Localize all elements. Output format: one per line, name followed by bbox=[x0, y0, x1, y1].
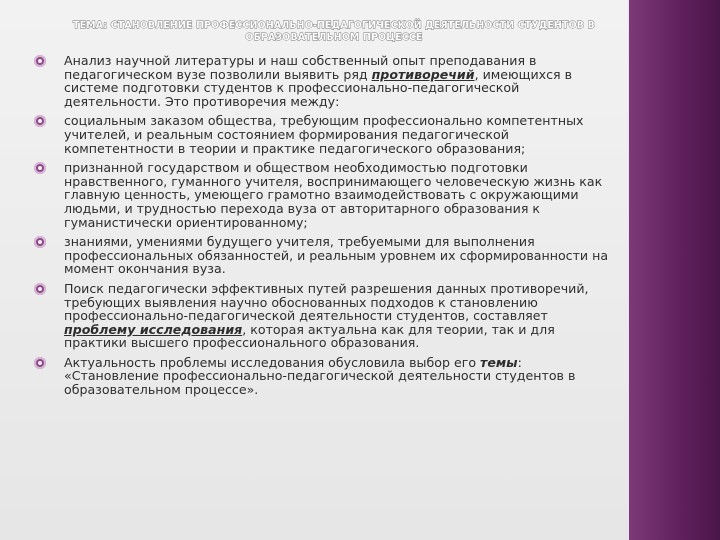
bullet-text-pre: признанной государством и обществом необходимостью подготовки нравственного, гуманного учителя, воспринимающего человеческую жизнь как главную ценность, умеющего грамотно взаимодействовать с окружающими людьми, и трудностью перехода вуза от авторитарного образования к гуманистически ориентированному; bbox=[64, 160, 603, 230]
bullet-item bbox=[34, 161, 619, 229]
bullet-item bbox=[34, 54, 619, 108]
bullet-emphasis: противоречий bbox=[371, 66, 475, 82]
circle-bullet-icon bbox=[34, 55, 46, 67]
bullet-text-post: : «Становление профессионально-педагогической деятельности студентов в образовательном процессе». bbox=[64, 354, 576, 398]
bullet-text-pre: Поиск педагогически эффективных путей разрешения данных противоречий, требующих выявления научно обоснованных подходов к становлению профессионально-педагогической деятельности студентов, составляет bbox=[64, 280, 589, 324]
bullet-text-pre: Анализ научной литературы и наш собственный опыт преподавания в педагогическом вузе позволили выявить ряд bbox=[64, 53, 537, 82]
circle-bullet-icon bbox=[34, 162, 46, 174]
bullet-item bbox=[34, 282, 619, 350]
circle-bullet-icon bbox=[34, 236, 46, 248]
bullet-text-pre: знаниями, умениями будущего учителя, требуемыми для выполнения профессиональных обязанностей, и реальным уровнем их сформированности на момент окончания вуза. bbox=[64, 234, 609, 277]
bullet-text-post: , которая актуальна как для теории, так и для практики высшего профессионального образования. bbox=[64, 321, 555, 351]
bullet-text-post: , имеющихся в системе подготовки студентов к профессионально-педагогической деятельности. Это противоречия между: bbox=[64, 66, 573, 109]
bullet-text-pre: социальным заказом общества, требующим профессионально компетентных учителей, и реальным состоянием формирования педагогической компетентности в теории и практике педагогического образования; bbox=[64, 113, 584, 156]
decorative-divider-line bbox=[628, 0, 629, 540]
circle-bullet-icon bbox=[34, 115, 46, 127]
circle-bullet-icon bbox=[34, 357, 46, 369]
circle-bullet-icon bbox=[34, 283, 46, 295]
bullet-text-pre: Актуальность проблемы исследования обусловила выбор его bbox=[64, 354, 481, 370]
decorative-side-band bbox=[628, 0, 720, 540]
bullet-item bbox=[34, 356, 619, 397]
bullet-item bbox=[34, 114, 619, 155]
bullet-emphasis: темы bbox=[480, 354, 518, 370]
bullet-item bbox=[34, 235, 619, 276]
bullet-list bbox=[34, 54, 619, 403]
bullet-emphasis: проблему исследования bbox=[64, 321, 243, 337]
slide-title: ТЕМА: СТАНОВЛЕНИЕ ПРОФЕССИОНАЛЬНО-ПЕДАГОГИЧЕСКОЙ ДЕЯТЕЛЬНОСТИ СТУДЕНТОВ В ОБРАЗОВАТЕЛЬНОМ ПРОЦЕССЕ bbox=[73, 20, 595, 43]
